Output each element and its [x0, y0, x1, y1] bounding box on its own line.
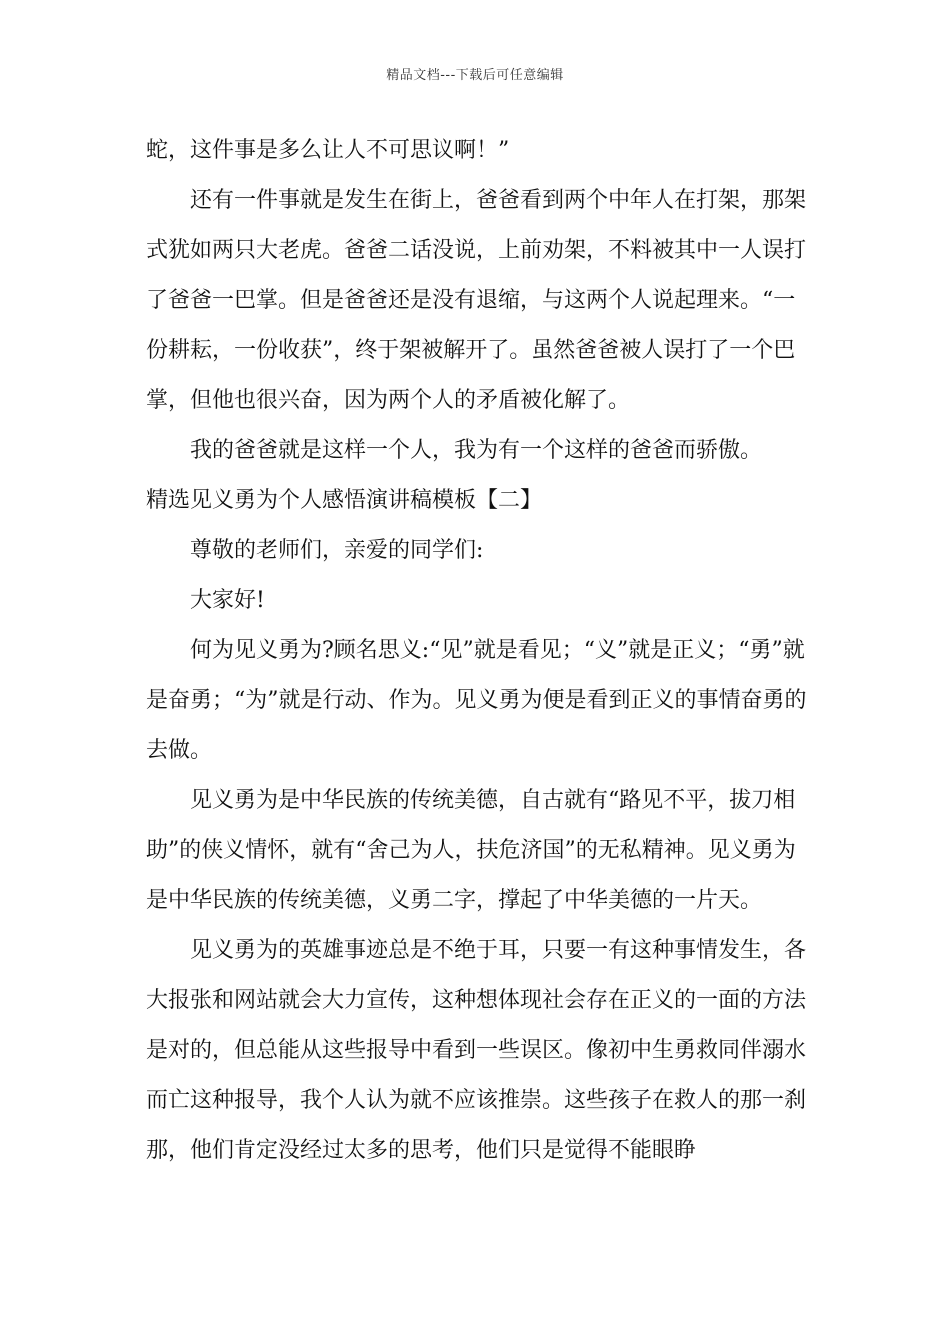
paragraph-misconceptions: 见义勇为的英雄事迹总是不绝于耳，只要一有这种事情发生，各大报张和网站就会大力宣传，这种想体现社会存在正义的一面的方法是对的，但总能从这些报导中看到一些误区。像初中生勇救同伴溺水而亡这种报导，我个人认为就不应该推崇。这些孩子在救人的那一刹那，他们肯定没经过太多的思考，他们只是觉得不能眼睁	[146, 938, 807, 1163]
paragraph-definition: 何为见义勇为?顾名思义:“见”就是看见；“义”就是正义；“勇”就是奋勇；“为”就是行动、作为。见义勇为便是看到正义的事情奋勇的去做。	[146, 638, 807, 763]
paragraph-continuation: 蛇，这件事是多么让人不可思议啊！”	[146, 138, 510, 163]
paragraph-virtue: 见义勇为是中华民族的传统美德，自古就有“路见不平，拔刀相助”的侠义情怀，就有“舍己为人，扶危济国”的无私精神。见义勇为是中华民族的传统美德，义勇二字，撑起了中华美德的一片天。	[146, 788, 796, 913]
paragraph-salutation: 尊敬的老师们，亲爱的同学们:	[190, 538, 484, 563]
paragraph-proud-father: 我的爸爸就是这样一个人，我为有一个这样的爸爸而骄傲。	[190, 438, 763, 463]
page-header: 精品文档---下载后可任意编辑	[386, 68, 564, 83]
section-heading: 精选见义勇为个人感悟演讲稿模板【二】	[146, 488, 543, 513]
document-body	[146, 126, 816, 1176]
paragraph-street-fight: 还有一件事就是发生在街上，爸爸看到两个中年人在打架，那架式犹如两只大老虎。爸爸二话没说，上前劝架，不料被其中一人误打了爸爸一巴掌。但是爸爸还是没有退缩，与这两个人说起理来。“一份耕耘，一份收获”，终于架被解开了。虽然爸爸被人误打了一个巴掌，但他也很兴奋，因为两个人的矛盾被化解了。	[146, 188, 807, 413]
paragraph-greeting: 大家好!	[190, 588, 265, 613]
